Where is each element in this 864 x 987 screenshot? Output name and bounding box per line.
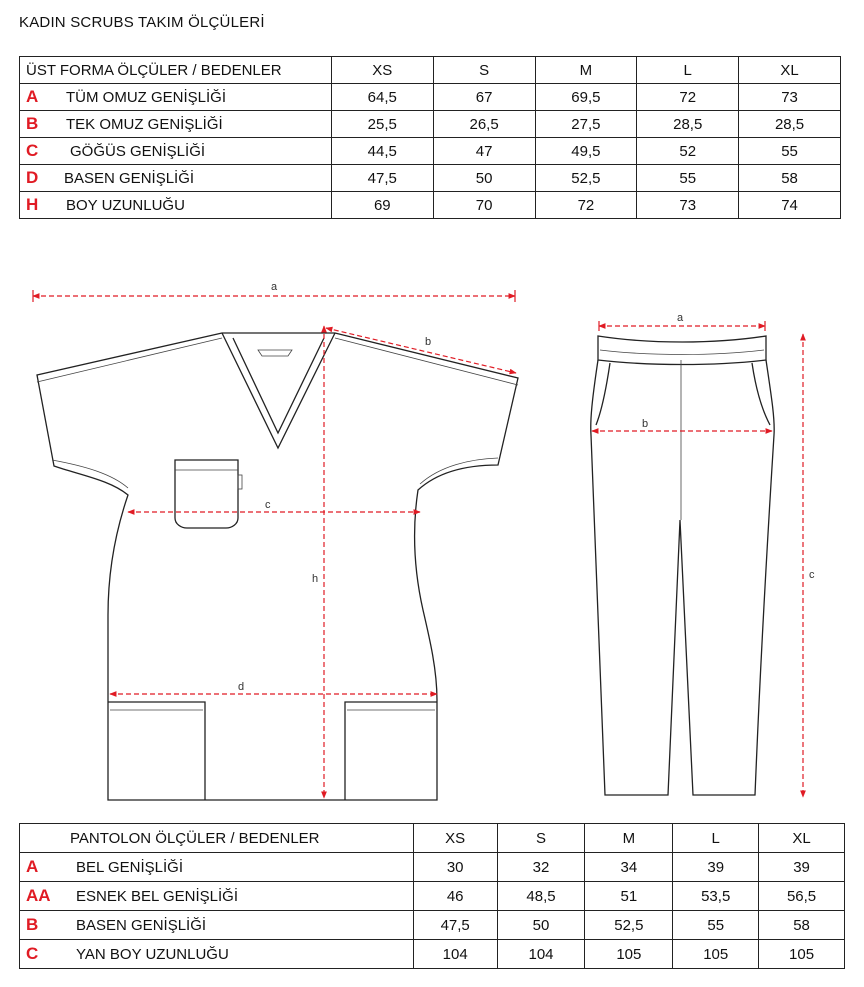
measure-label: ESNEK BEL GENİŞLİĞİ <box>76 888 239 905</box>
sleeve-hem <box>52 460 128 488</box>
measure-code: A <box>26 87 39 106</box>
table-cell: 64,5 <box>331 84 433 111</box>
sleeve-seam <box>37 338 222 382</box>
top-dimensions <box>33 281 516 798</box>
row-label-cell <box>20 911 414 940</box>
measure-label: YAN BOY UZUNLUĞU <box>76 946 229 963</box>
pants-pocket-left <box>596 363 610 425</box>
table-cell: 34 <box>585 853 673 882</box>
size-header: L <box>637 57 739 84</box>
pants-outline <box>591 360 774 795</box>
table-cell: 51 <box>585 882 673 911</box>
table-cell: 105 <box>673 940 759 969</box>
row-label-cell <box>20 84 332 111</box>
table-cell: 72 <box>637 84 739 111</box>
table-cell: 32 <box>497 853 585 882</box>
garment-measurement-diagram <box>0 270 864 810</box>
table-cell: 52,5 <box>535 165 637 192</box>
table-cell: 56,5 <box>759 882 845 911</box>
table-header-label: PANTOLON ÖLÇÜLER / BEDENLER <box>20 824 414 853</box>
table-cell: 48,5 <box>497 882 585 911</box>
size-header: M <box>585 824 673 853</box>
row-label-cell <box>20 192 332 219</box>
measure-code: C <box>26 944 39 963</box>
table-cell: 55 <box>637 165 739 192</box>
table-row <box>20 940 845 969</box>
table-cell: 28,5 <box>739 111 841 138</box>
measure-label: TEK OMUZ GENİŞLİĞİ <box>66 116 223 133</box>
table-cell: 69 <box>331 192 433 219</box>
table-cell: 58 <box>759 911 845 940</box>
pants-dimension-label-c: c <box>809 569 815 581</box>
size-header: XL <box>759 824 845 853</box>
waistband-stitch <box>600 350 764 355</box>
measure-code: D <box>26 168 39 187</box>
table-cell: 28,5 <box>637 111 739 138</box>
table-row <box>20 853 845 882</box>
table-cell: 39 <box>673 853 759 882</box>
table-cell: 47,5 <box>413 911 497 940</box>
table-cell: 105 <box>585 940 673 969</box>
side-pocket-right <box>345 702 437 800</box>
table-cell: 73 <box>637 192 739 219</box>
table-cell: 104 <box>497 940 585 969</box>
table-cell: 50 <box>497 911 585 940</box>
table-cell: 105 <box>759 940 845 969</box>
table-cell: 70 <box>433 192 535 219</box>
pants-dimensions <box>592 312 815 797</box>
dimension-label-b: b <box>425 336 432 348</box>
table-cell: 58 <box>739 165 841 192</box>
table-cell: 47 <box>433 138 535 165</box>
table-row <box>20 138 841 165</box>
pants-dimension-label-b: b <box>642 418 649 430</box>
row-label-cell <box>20 111 332 138</box>
pants-dimension-label-a: a <box>677 312 684 324</box>
measure-label: TÜM OMUZ GENİŞLİĞİ <box>66 89 227 106</box>
table-header-row <box>20 57 841 84</box>
table-row <box>20 165 841 192</box>
measure-code: A <box>26 857 39 876</box>
dimension-b <box>326 328 516 373</box>
size-header: M <box>535 57 637 84</box>
row-label-cell <box>20 882 414 911</box>
table-cell: 104 <box>413 940 497 969</box>
table-cell: 46 <box>413 882 497 911</box>
table-cell: 27,5 <box>535 111 637 138</box>
table-cell: 55 <box>739 138 841 165</box>
measure-code: B <box>26 114 39 133</box>
size-header: XS <box>331 57 433 84</box>
table-cell: 30 <box>413 853 497 882</box>
measure-label: BASEN GENİŞLİĞİ <box>64 170 195 187</box>
measure-label: BOY UZUNLUĞU <box>66 197 185 214</box>
row-label-cell <box>20 138 332 165</box>
table-cell: 47,5 <box>331 165 433 192</box>
table-cell: 50 <box>433 165 535 192</box>
table-cell: 53,5 <box>673 882 759 911</box>
table-row <box>20 911 845 940</box>
table-header-row <box>20 824 845 853</box>
table-row <box>20 882 845 911</box>
table-cell: 74 <box>739 192 841 219</box>
page-title: KADIN SCRUBS TAKIM ÖLÇÜLERİ <box>19 14 265 31</box>
size-header: S <box>497 824 585 853</box>
table-cell: 39 <box>759 853 845 882</box>
dimension-label-a: a <box>271 281 278 293</box>
table-cell: 52 <box>637 138 739 165</box>
dimension-label-c: c <box>265 499 271 511</box>
table-header-label: ÜST FORMA ÖLÇÜLER / BEDENLER <box>20 57 332 84</box>
measure-label: BEL GENİŞLİĞİ <box>76 859 183 876</box>
table-row <box>20 192 841 219</box>
pants-drawing <box>591 336 774 795</box>
side-pocket-left <box>108 702 205 800</box>
row-label-cell <box>20 940 414 969</box>
bottom-size-table <box>19 823 845 969</box>
table-cell: 73 <box>739 84 841 111</box>
top-size-table <box>19 56 841 219</box>
table-cell: 52,5 <box>585 911 673 940</box>
table-cell: 26,5 <box>433 111 535 138</box>
measure-code: AA <box>26 886 51 905</box>
measure-label: BASEN GENİŞLİĞİ <box>76 917 207 934</box>
size-header: L <box>673 824 759 853</box>
table-cell: 44,5 <box>331 138 433 165</box>
v-neck-inner <box>233 338 324 433</box>
measure-code: B <box>26 915 39 934</box>
table-cell: 55 <box>673 911 759 940</box>
dimension-label-h: h <box>312 573 319 585</box>
pants-waistband <box>598 336 766 365</box>
table-cell: 49,5 <box>535 138 637 165</box>
row-label-cell <box>20 853 414 882</box>
row-label-cell <box>20 165 332 192</box>
table-row <box>20 111 841 138</box>
size-header: S <box>433 57 535 84</box>
measure-code: C <box>26 141 39 160</box>
measure-code: H <box>26 195 39 214</box>
size-header: XL <box>739 57 841 84</box>
size-header: XS <box>413 824 497 853</box>
dimension-label-d: d <box>238 681 245 693</box>
neck-label <box>258 350 292 356</box>
table-row <box>20 84 841 111</box>
measure-label: GÖĞÜS GENİŞLİĞİ <box>70 143 206 160</box>
scrub-top-drawing <box>37 333 518 800</box>
table-cell: 25,5 <box>331 111 433 138</box>
table-cell: 72 <box>535 192 637 219</box>
table-cell: 69,5 <box>535 84 637 111</box>
table-cell: 67 <box>433 84 535 111</box>
top-outline <box>37 333 518 800</box>
